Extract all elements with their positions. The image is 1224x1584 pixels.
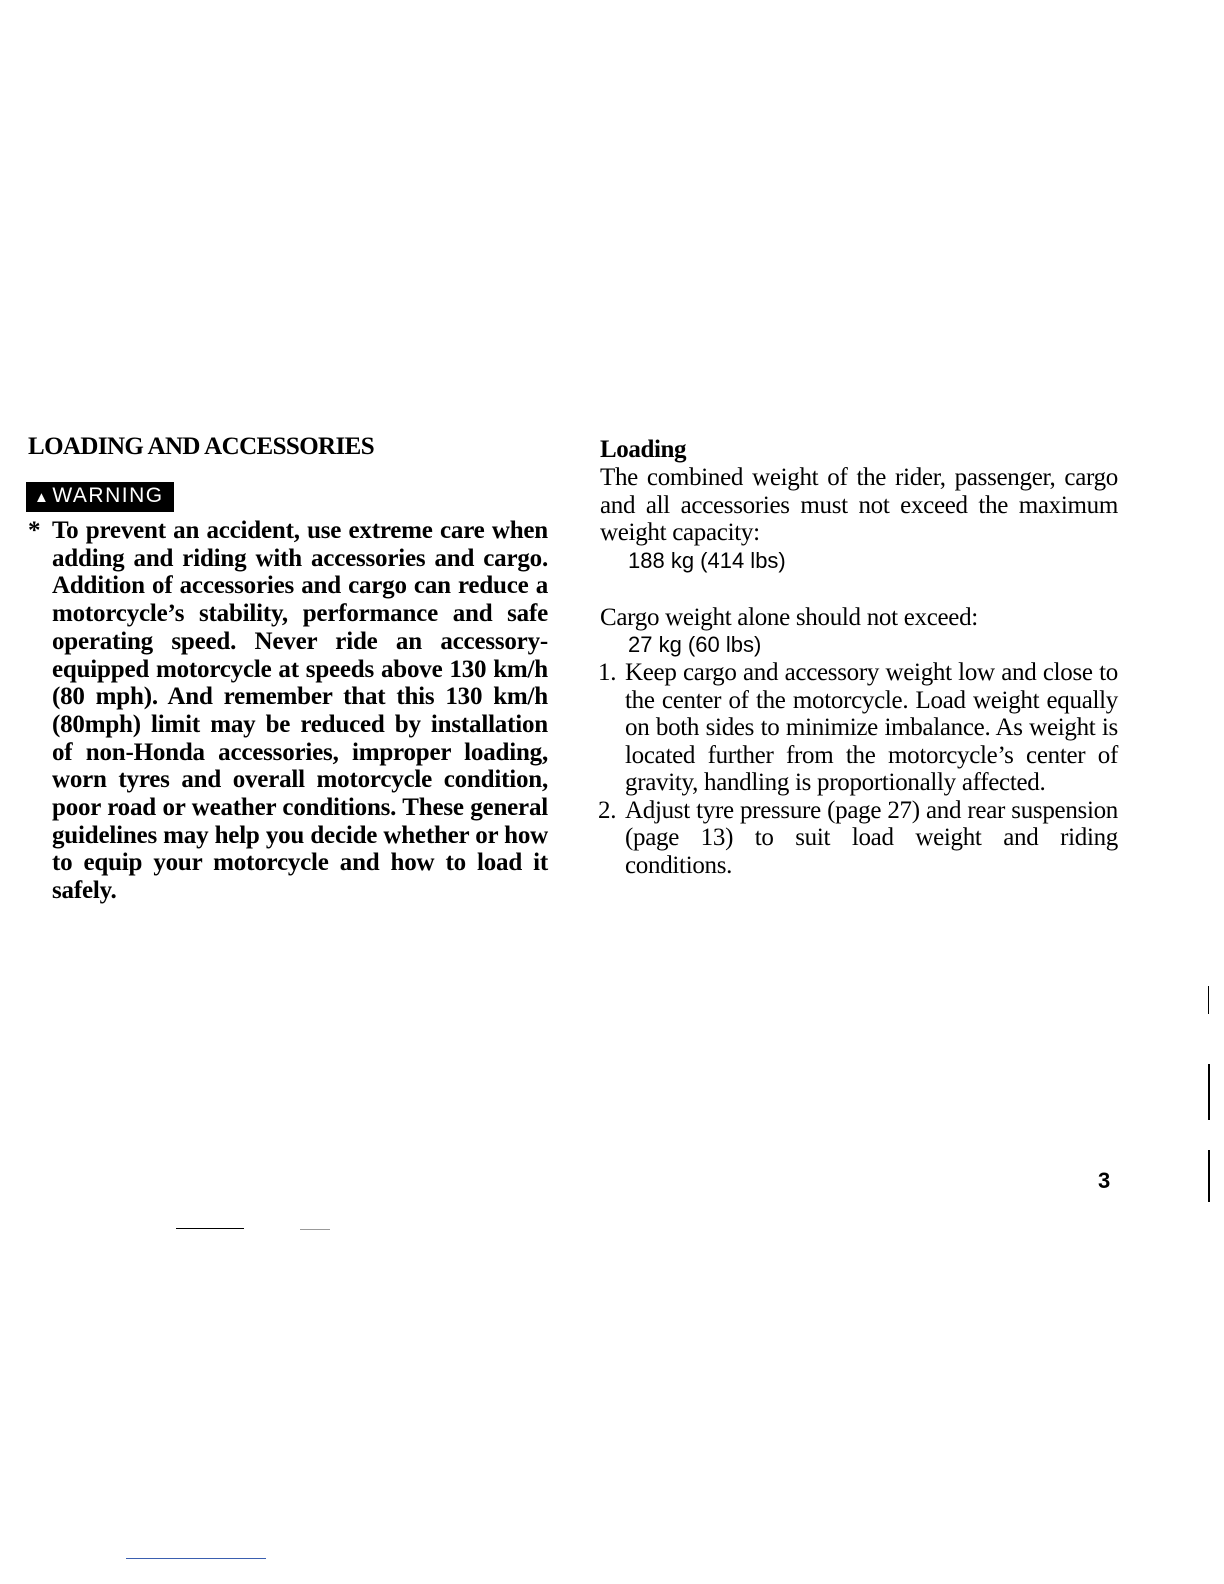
divider — [1208, 1064, 1210, 1120]
warning-text — [28, 517, 548, 905]
divider — [300, 1229, 330, 1230]
loading-intro: The combined weight of the rider, passenger, cargo and all accessories must not exceed the maximum weight capacity: — [600, 464, 1118, 546]
section-title: LOADING AND ACCESSORIES — [28, 433, 375, 460]
divider — [1208, 1150, 1210, 1202]
list-item-number: 2. — [598, 796, 617, 824]
list-item — [600, 797, 1118, 880]
warning-label-text: WARNING — [52, 484, 164, 507]
loading-subtitle: Loading — [600, 436, 687, 463]
divider — [176, 1228, 244, 1229]
list-item-text: Keep cargo and accessory weight low and close to the center of the motorcycle. Load weight equally on both sides to minimize imbalance. As weight is located further from the motorcycle’s center of gravity, handling is proportionally affected. — [625, 659, 1118, 796]
warning-body: To prevent an accident, use extreme care when adding and riding with accessories and cargo. Addition of accessories and cargo can reduce a motorcycle’s stability, performance and safe operating speed. Never ride an accessory-equipped motorcycle at speeds above 130 km/h (80 mph). And remember that this 130 km/h (80mph) limit may be reduced by installation of non-Honda accessories, improper loading, worn tyres and overall motorcycle condition, poor road or weather conditions. These general guidelines may help you decide whether or how to equip your motorcycle and how to load it safely. — [52, 517, 548, 905]
divider — [1208, 986, 1209, 1014]
list-item-number: 1. — [598, 659, 617, 686]
divider — [126, 1558, 266, 1559]
list-item-text: Adjust tyre pressure (page 27) and rear suspension (page 13) to suit load weight and riding conditions. — [625, 796, 1118, 879]
max-capacity-value: 188 kg (414 lbs) — [628, 547, 786, 573]
list-item — [600, 659, 1118, 797]
page-number: 3 — [1098, 1168, 1111, 1193]
cargo-intro: Cargo weight alone should not exceed: — [600, 603, 978, 631]
warning-triangle-icon: ▲ — [34, 489, 51, 506]
left-column — [28, 432, 548, 905]
right-column — [600, 436, 1118, 879]
cargo-capacity-value: 27 kg (60 lbs) — [628, 632, 762, 657]
bullet-icon: * — [28, 517, 41, 544]
loading-list — [600, 659, 1118, 879]
warning-label — [26, 482, 174, 512]
